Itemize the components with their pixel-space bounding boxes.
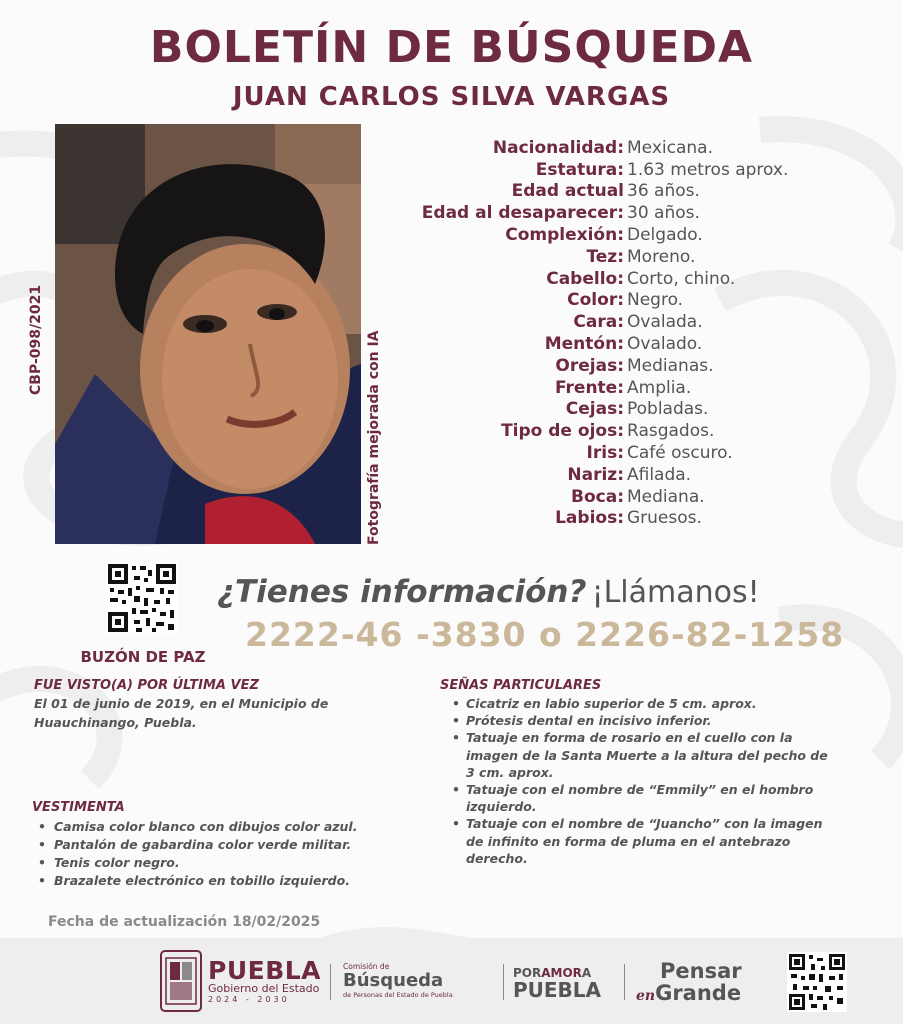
trait-row — [390, 202, 890, 224]
pensar-en-grande-logo — [636, 960, 756, 1007]
state-shield-icon — [160, 950, 202, 1012]
feature-line: imagen de la Santa Muerte a la altura del pecho de — [466, 747, 828, 763]
trait-label: Cara: — [573, 312, 624, 333]
list-item: • Tenis color negro. — [32, 854, 432, 872]
features-list — [440, 695, 870, 867]
last-seen-title: FUE VISTO(A) POR ÚLTIMA VEZ — [34, 678, 259, 693]
grande-text: Grande — [655, 981, 742, 1005]
feature-line: derecho. — [466, 850, 528, 866]
feature-line: • Prótesis dental en incisivo inferior. — [466, 713, 712, 729]
list-item — [440, 712, 870, 729]
trait-row — [390, 159, 890, 181]
case-id: CBP-098/2021 — [28, 284, 44, 395]
puebla-years: 2024 - 2030 — [208, 995, 290, 1004]
feature-line: • Tatuaje con el nombre de “Emmily” en el hombro — [466, 782, 814, 798]
trait-row — [390, 508, 890, 530]
trait-row — [390, 333, 890, 355]
list-item: • Brazalete electrónico en tobillo izquierdo. — [32, 872, 432, 890]
trait-value: Mexicana. — [627, 137, 713, 158]
list-item — [440, 695, 870, 712]
feature-line: • Cicatriz en labio superior de 5 cm. aprox. — [466, 696, 757, 711]
physical-traits — [390, 137, 890, 529]
feature-line: izquierdo. — [466, 799, 537, 815]
trait-label: Complexión: — [505, 225, 624, 246]
trait-value: Ovalada. — [627, 312, 703, 333]
trait-value: 1.63 metros aprox. — [627, 159, 789, 180]
comision-main: Búsqueda — [343, 970, 444, 991]
trait-row — [390, 311, 890, 333]
bulletin-title: BOLETÍN DE BÚSQUEDA — [149, 22, 754, 73]
person-photo — [55, 124, 361, 544]
qr-code-buzon[interactable] — [106, 562, 178, 634]
trait-row — [390, 464, 890, 486]
trait-value: Moreno. — [627, 246, 696, 267]
trait-row — [390, 181, 890, 203]
call-us-text: ¡Llámanos! — [591, 575, 760, 610]
buzon-de-paz-label: BUZÓN DE PAZ — [80, 648, 206, 666]
puebla-government-logo — [208, 958, 320, 1005]
trait-value: Pobladas. — [627, 399, 709, 420]
last-seen-section — [34, 678, 414, 731]
feature-line: de infinito en forma de pluma en el antebrazo — [466, 833, 791, 849]
trait-label: Color: — [567, 290, 624, 311]
list-item — [440, 781, 870, 815]
trait-row — [390, 246, 890, 268]
trait-value: Amplia. — [627, 377, 692, 398]
trait-label: Edad al desaparecer: — [421, 203, 624, 224]
question-text: ¿Tienes información? — [217, 574, 587, 610]
feature-line: • Tatuaje con el nombre de “Juancho” con la imagen — [466, 816, 823, 832]
footer-divider — [503, 964, 504, 1000]
qr-code-footer[interactable] — [787, 952, 847, 1012]
comision-top: Comisión de — [343, 962, 390, 971]
puebla-text: PUEBLA — [513, 978, 602, 1002]
trait-value: Rasgados. — [627, 421, 715, 442]
amor-text: AMOR — [541, 966, 582, 980]
por-text: POR — [513, 966, 542, 980]
clothing-title: VESTIMENTA — [32, 800, 125, 815]
photo-ai-note: Fotografía mejorada con IA — [366, 330, 382, 545]
trait-label: Estatura: — [535, 159, 624, 180]
last-seen-line-1: El 01 de junio de 2019, en el Municipio de — [34, 696, 329, 711]
footer-divider — [624, 964, 625, 1000]
comision-busqueda-logo — [343, 962, 493, 1000]
info-question — [217, 574, 760, 610]
trait-row — [390, 268, 890, 290]
trait-row — [390, 355, 890, 377]
footer-divider — [330, 964, 331, 1000]
clothing-list — [32, 818, 432, 890]
trait-label: Edad actual — [511, 181, 624, 202]
trait-label: Boca: — [571, 486, 624, 507]
trait-label: Labios: — [555, 508, 624, 529]
feature-line: • Tatuaje en forma de rosario en el cuello con la — [466, 730, 793, 746]
puebla-subtitle: Gobierno del Estado — [208, 982, 320, 995]
trait-value: Delgado. — [627, 225, 703, 246]
trait-row — [390, 420, 890, 442]
puebla-word: PUEBLA — [208, 956, 322, 985]
trait-value: 30 años. — [627, 203, 700, 224]
distinguishing-features-section — [440, 678, 870, 867]
list-item: • Camisa color blanco con dibujos color azul. — [32, 818, 432, 836]
trait-label: Nacionalidad: — [492, 137, 624, 158]
pensar-text: Pensar — [660, 959, 742, 983]
trait-value: Negro. — [627, 290, 684, 311]
trait-label: Orejas: — [555, 355, 624, 376]
footer-logos — [0, 938, 903, 1024]
trait-label: Iris: — [586, 443, 624, 464]
trait-value: 36 años. — [627, 181, 700, 202]
trait-label: Tez: — [586, 246, 624, 267]
person-name: JUAN CARLOS SILVA VARGAS — [232, 82, 671, 112]
list-item — [440, 729, 870, 781]
feature-line: 3 cm. aprox. — [466, 764, 554, 780]
trait-row — [390, 224, 890, 246]
trait-row — [390, 486, 890, 508]
trait-value: Café oscuro. — [627, 443, 733, 464]
trait-label: Mentón: — [544, 334, 624, 355]
trait-value: Afilada. — [627, 464, 692, 485]
en-text: en — [636, 988, 656, 1004]
trait-value: Mediana. — [627, 486, 705, 507]
trait-label: Cejas: — [565, 399, 624, 420]
por-amor-a-puebla-logo — [513, 966, 613, 1000]
trait-label: Nariz: — [567, 464, 624, 485]
clothing-section — [32, 800, 432, 890]
trait-value: Corto, chino. — [627, 268, 736, 289]
trait-value: Medianas. — [627, 355, 714, 376]
trait-row — [390, 137, 890, 159]
trait-value: Ovalado. — [627, 334, 703, 355]
trait-row — [390, 290, 890, 312]
trait-label: Tipo de ojos: — [501, 421, 624, 442]
a-text: A — [581, 966, 592, 980]
list-item: • Pantalón de gabardina color verde militar. — [32, 836, 432, 854]
trait-label: Cabello: — [546, 268, 624, 289]
trait-row — [390, 377, 890, 399]
features-title: SEÑAS PARTICULARES — [440, 678, 602, 693]
comision-sub: de Personas del Estado de Puebla — [343, 991, 453, 999]
phone-numbers[interactable]: 2222-46 -3830 o 2226-82-1258 — [245, 615, 845, 654]
trait-value: Gruesos. — [627, 508, 702, 529]
trait-row — [390, 399, 890, 421]
trait-label: Frente: — [555, 377, 624, 398]
list-item — [440, 815, 870, 867]
update-date: Fecha de actualización 18/02/2025 — [48, 914, 321, 930]
last-seen-line-2: Huauchinango, Puebla. — [34, 715, 197, 730]
trait-row — [390, 442, 890, 464]
